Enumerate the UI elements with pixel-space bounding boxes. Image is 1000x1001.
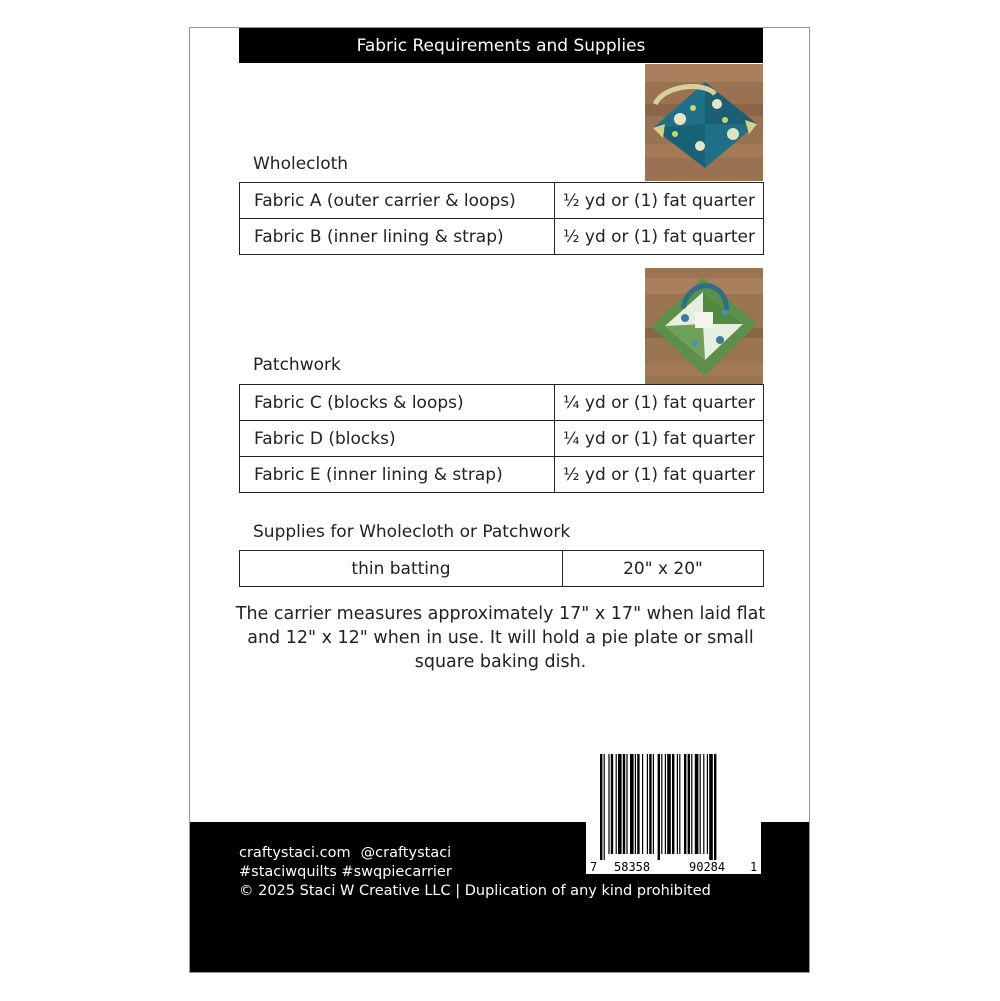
barcode-bars — [586, 750, 761, 860]
barcode-bar — [630, 754, 634, 854]
barcode-bar — [604, 754, 605, 860]
fabric-name: Fabric B (inner lining & strap) — [240, 219, 555, 255]
wholecloth-table — [239, 182, 764, 255]
wholecloth-heading: Wholecloth — [253, 154, 349, 174]
patchwork-carrier-photo — [645, 268, 763, 384]
barcode-bar — [691, 754, 692, 854]
fabric-quantity: ¼ yd or (1) fat quarter — [555, 421, 764, 457]
barcode-bar — [703, 754, 704, 854]
table-row — [240, 385, 764, 421]
barcode-bar — [677, 754, 678, 854]
patchwork-table — [239, 384, 764, 493]
wholecloth-carrier-photo — [645, 64, 763, 181]
table-row — [240, 183, 764, 219]
barcode-bar — [700, 754, 701, 854]
fabric-quantity: ½ yd or (1) fat quarter — [555, 457, 764, 493]
barcode-bar — [695, 754, 699, 854]
barcode-bar — [647, 754, 648, 854]
fabric-quantity: ½ yd or (1) fat quarter — [555, 183, 764, 219]
supply-quantity: 20" x 20" — [563, 551, 764, 587]
barcode-bar — [672, 754, 674, 854]
note-line: The carrier measures approximately 17" x 17" when laid flat — [235, 604, 766, 624]
barcode-left-digits: 58358 — [614, 860, 651, 874]
note-line: square baking dish. — [414, 652, 587, 672]
table-row — [240, 551, 764, 587]
supplies-table — [239, 550, 764, 587]
size-note — [230, 602, 771, 674]
barcode-bar — [714, 754, 716, 860]
barcode-bar — [684, 754, 686, 854]
barcode-bar — [600, 754, 602, 860]
barcode-last-digit: 1 — [750, 860, 758, 874]
barcode-bar — [709, 754, 713, 860]
fabric-name: Fabric C (blocks & loops) — [240, 385, 555, 421]
table-row — [240, 421, 764, 457]
hashtags: #staciwquilts #swqpiecarrier — [239, 864, 452, 880]
barcode-bar — [608, 754, 609, 854]
barcode-bar — [616, 754, 617, 854]
barcode-bar — [649, 754, 651, 854]
fabric-name: Fabric D (blocks) — [240, 421, 555, 457]
barcode-bar — [637, 754, 639, 854]
barcode-bar — [707, 754, 708, 854]
barcode-bar — [658, 754, 660, 860]
barcode-right-digits: 90284 — [689, 860, 726, 874]
barcode-bar — [642, 754, 643, 854]
barcode-bar — [626, 754, 627, 854]
barcode-bar — [661, 754, 662, 854]
barcode-bar — [667, 754, 671, 854]
barcode-bar — [611, 754, 613, 854]
barcode-bar — [618, 754, 622, 854]
social-handle[interactable]: @craftystaci — [360, 845, 452, 861]
barcode-first-digit: 7 — [590, 860, 598, 874]
patchwork-heading: Patchwork — [253, 355, 341, 375]
note-line: and 12" x 12" when in use. It will hold a pie plate or small — [247, 628, 754, 648]
supply-name: thin batting — [240, 551, 563, 587]
fabric-quantity: ¼ yd or (1) fat quarter — [555, 385, 764, 421]
website-link[interactable]: craftystaci.com — [239, 845, 351, 861]
barcode-bar — [623, 754, 625, 854]
barcode-bar — [679, 754, 680, 854]
copyright: © 2025 Staci W Creative LLC | Duplication of any kind prohibited — [239, 883, 711, 899]
fabric-name: Fabric E (inner lining & strap) — [240, 457, 555, 493]
barcode-bar — [665, 754, 666, 854]
barcode-bar — [653, 754, 654, 854]
barcode — [586, 750, 761, 874]
table-row — [240, 219, 764, 255]
supplies-heading: Supplies for Wholecloth or Patchwork — [253, 522, 571, 542]
table-row — [240, 457, 764, 493]
barcode-bar — [688, 754, 690, 854]
fabric-name: Fabric A (outer carrier & loops) — [240, 183, 555, 219]
barcode-bar — [635, 754, 636, 854]
section-title: Fabric Requirements and Supplies — [239, 28, 763, 63]
fabric-quantity: ½ yd or (1) fat quarter — [555, 219, 764, 255]
pattern-back-cover — [189, 27, 810, 973]
